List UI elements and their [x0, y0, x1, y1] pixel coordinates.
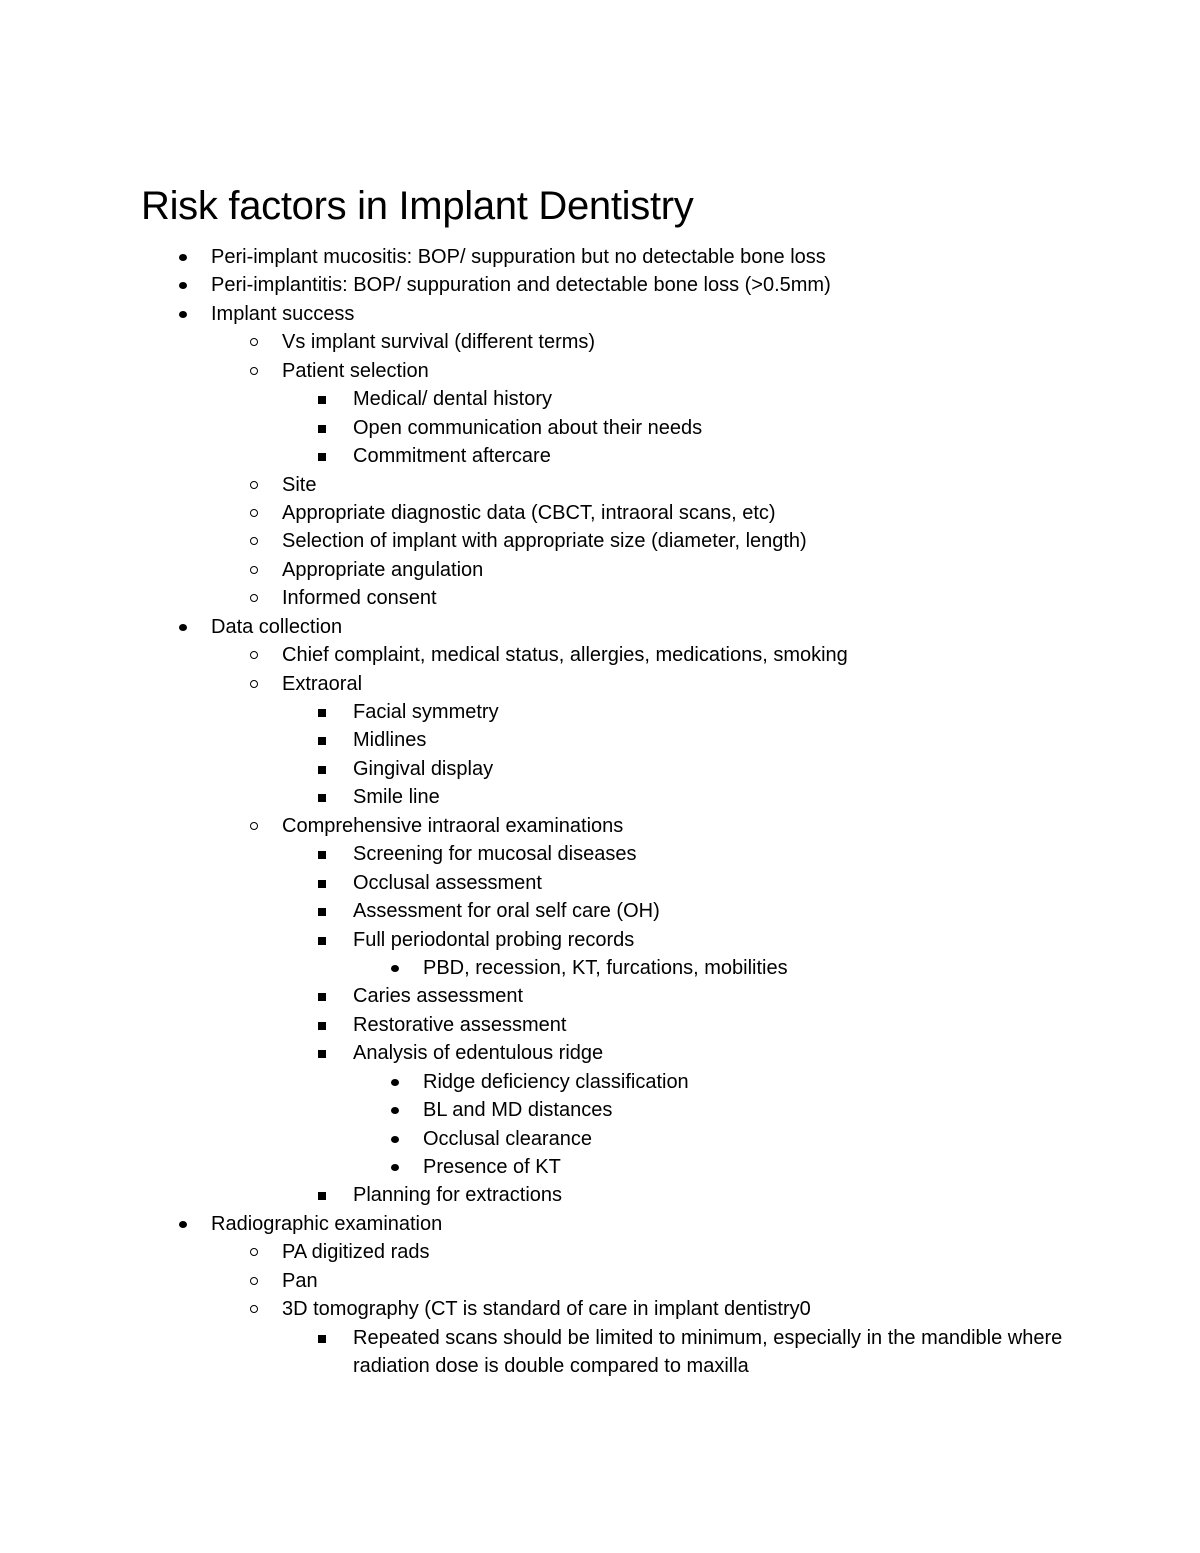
outline-item-level-2: [0, 869, 1200, 897]
outline-item-level-2: [0, 385, 1200, 413]
outline-item-level-1: [0, 357, 1200, 385]
disc-bullet-icon: [179, 311, 187, 318]
circle-bullet-icon: [250, 481, 258, 489]
square-bullet-icon: [318, 794, 326, 802]
outline-item-text: Pan: [282, 1269, 318, 1292]
outline-item-level-1: [0, 670, 1200, 698]
outline-item-text: Restorative assessment: [353, 1013, 567, 1036]
square-bullet-icon: [318, 880, 326, 888]
outline-item-level-3: [0, 1068, 1200, 1096]
outline-item-level-2: [0, 1324, 1073, 1381]
outline-item-text: PA digitized rads: [282, 1241, 430, 1264]
outline-item-text: Selection of implant with appropriate size (diameter, length): [282, 530, 807, 553]
outline-item-level-1: [0, 499, 1200, 527]
outline-item-level-0: [0, 243, 1200, 271]
circle-bullet-icon: [250, 822, 258, 830]
outline-item-level-1: [0, 584, 1200, 612]
outline-item-text: Chief complaint, medical status, allergies, medications, smoking: [282, 644, 848, 667]
outline-item-text: Peri-implant mucositis: BOP/ suppuration but no detectable bone loss: [211, 246, 826, 268]
circle-bullet-icon: [250, 680, 258, 688]
disc-bullet-icon: [391, 1164, 399, 1171]
outline-item-text: Full periodontal probing records: [353, 928, 635, 951]
circle-bullet-icon: [250, 537, 258, 545]
outline-item-level-3: [0, 954, 1200, 982]
outline-item-level-3: [0, 1096, 1200, 1124]
circle-bullet-icon: [250, 1248, 258, 1256]
outline-item-level-2: [0, 726, 1200, 754]
outline-item-level-2: [0, 926, 1200, 954]
outline-item-text: Informed consent: [282, 587, 437, 610]
outline-item-level-2: [0, 840, 1200, 868]
outline-item-level-2: [0, 414, 1200, 442]
outline-item-text: Occlusal clearance: [423, 1127, 592, 1150]
circle-bullet-icon: [250, 338, 258, 346]
circle-bullet-icon: [250, 1305, 258, 1313]
square-bullet-icon: [318, 453, 326, 461]
circle-bullet-icon: [250, 594, 258, 602]
outline-item-level-3: [0, 1153, 1200, 1181]
circle-bullet-icon: [250, 651, 258, 659]
outline-item-text: Occlusal assessment: [353, 871, 542, 894]
outline-item-level-2: [0, 982, 1200, 1010]
outline-item-text: Planning for extractions: [353, 1184, 563, 1207]
outline-item-text: Open communication about their needs: [353, 416, 703, 439]
outline-item-level-1: [0, 641, 1200, 669]
square-bullet-icon: [318, 737, 326, 745]
outline-item-text: Patient selection: [282, 359, 429, 382]
outline-item-text: Facial symmetry: [353, 701, 499, 723]
outline-item-level-2: [0, 1039, 1200, 1067]
outline-item-level-1: [0, 1295, 1200, 1323]
outline-item-text: Peri-implantitis: BOP/ suppuration and detectable bone loss (>0.5mm): [211, 274, 831, 297]
outline-item-level-2: [0, 442, 1200, 470]
outline-item-level-2: [0, 783, 1200, 811]
outline-item-text: Repeated scans should be limited to minimum, especially in the mandible where radiation dose is double compared to maxilla: [353, 1326, 1063, 1378]
outline-item-text: Caries assessment: [353, 985, 524, 1008]
disc-bullet-icon: [391, 1107, 399, 1114]
outline-item-text: 3D tomography (CT is standard of care in implant dentistry0: [282, 1298, 811, 1321]
outline-item-text: Vs implant survival (different terms): [282, 331, 596, 354]
outline-item-text: Appropriate angulation: [282, 558, 484, 581]
square-bullet-icon: [318, 396, 326, 404]
outline-item-text: Smile line: [353, 786, 440, 809]
outline-item-level-1: [0, 1267, 1200, 1295]
outline-item-text: Commitment aftercare: [353, 445, 551, 468]
outline-item-text: Extraoral: [282, 672, 363, 695]
square-bullet-icon: [318, 766, 326, 774]
document-title: Risk factors in Implant Dentistry: [141, 184, 694, 228]
outline-item-level-2: [0, 897, 1200, 925]
outline-item-level-1: [0, 527, 1200, 555]
outline-item-level-2: [0, 1011, 1200, 1039]
circle-bullet-icon: [250, 566, 258, 574]
circle-bullet-icon: [250, 1277, 258, 1285]
square-bullet-icon: [318, 1192, 326, 1200]
outline-item-text: Analysis of edentulous ridge: [353, 1042, 604, 1065]
outline-item-text: Implant success: [211, 302, 355, 325]
square-bullet-icon: [318, 851, 326, 859]
square-bullet-icon: [318, 908, 326, 916]
outline-item-level-1: [0, 328, 1200, 356]
outline-list: [0, 243, 1200, 1381]
disc-bullet-icon: [391, 1136, 399, 1143]
square-bullet-icon: [318, 425, 326, 433]
outline-item-text: Appropriate diagnostic data (CBCT, intraoral scans, etc): [282, 501, 776, 524]
disc-bullet-icon: [179, 282, 187, 289]
square-bullet-icon: [318, 993, 326, 1001]
outline-item-level-0: [0, 271, 1200, 299]
outline-item-text: Assessment for oral self care (OH): [353, 900, 660, 923]
square-bullet-icon: [318, 709, 326, 717]
outline-item-level-2: [0, 1181, 1200, 1209]
outline-item-text: Data collection: [211, 615, 343, 638]
disc-bullet-icon: [179, 254, 187, 261]
outline-item-text: Ridge deficiency classification: [423, 1070, 689, 1093]
outline-item-level-2: [0, 698, 1200, 726]
outline-item-text: Medical/ dental history: [353, 388, 552, 411]
circle-bullet-icon: [250, 367, 258, 375]
outline-item-level-2: [0, 755, 1200, 783]
circle-bullet-icon: [250, 509, 258, 517]
outline-item-text: Presence of KT: [423, 1156, 561, 1178]
square-bullet-icon: [318, 1022, 326, 1030]
outline-item-text: PBD, recession, KT, furcations, mobilities: [423, 956, 788, 979]
outline-item-level-1: [0, 471, 1200, 499]
outline-item-level-1: [0, 556, 1200, 584]
outline-item-text: Comprehensive intraoral examinations: [282, 814, 624, 837]
outline-item-level-3: [0, 1125, 1200, 1153]
outline-item-level-0: [0, 1210, 1200, 1238]
outline-item-level-1: [0, 812, 1200, 840]
disc-bullet-icon: [391, 965, 399, 972]
outline-item-text: Screening for mucosal diseases: [353, 843, 637, 866]
outline-item-text: BL and MD distances: [423, 1099, 613, 1122]
outline-item-level-0: [0, 613, 1200, 641]
disc-bullet-icon: [391, 1079, 399, 1086]
square-bullet-icon: [318, 1050, 326, 1058]
outline-item-text: Midlines: [353, 729, 427, 752]
outline-item-text: Radiographic examination: [211, 1212, 443, 1235]
outline-item-text: Site: [282, 473, 317, 496]
disc-bullet-icon: [179, 624, 187, 631]
outline-item-level-0: [0, 300, 1200, 328]
disc-bullet-icon: [179, 1221, 187, 1228]
square-bullet-icon: [318, 1335, 326, 1343]
outline-item-level-1: [0, 1238, 1200, 1266]
outline-item-text: Gingival display: [353, 757, 494, 780]
square-bullet-icon: [318, 937, 326, 945]
